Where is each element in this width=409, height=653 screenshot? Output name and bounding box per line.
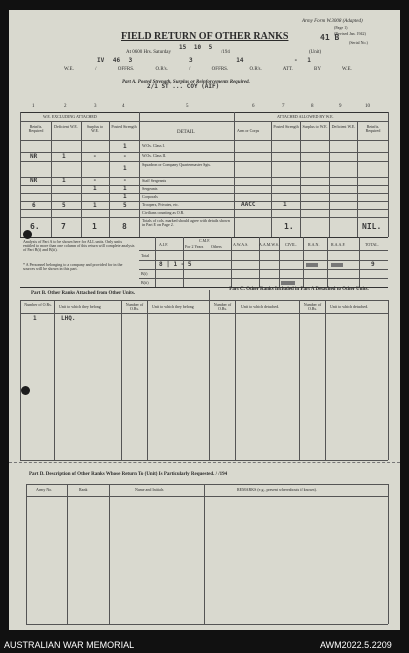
col-rule (109, 121, 110, 237)
analysis-col-ran: R.A.N. (308, 242, 320, 247)
section-rule (26, 484, 388, 485)
posted-wo1: 1 (123, 143, 127, 150)
unit-label: (Unit) (309, 50, 322, 55)
total-surplus: 1 (92, 222, 97, 231)
col-header-arm-corps: Arm or Corps (237, 128, 260, 133)
col-header-surplus-att: Surplus to W.E. (302, 124, 328, 129)
analysis-hw-total: 8 | 1 - 5 (159, 261, 192, 268)
col-rule (235, 300, 236, 460)
analysis-col-cmf: C.M.F. (199, 238, 211, 243)
col-rule (139, 112, 140, 237)
part-b-col-unit: Unit to which they belong (59, 304, 101, 309)
col-num-4: 4 (122, 104, 125, 109)
deficient-wo2: 1 (62, 153, 66, 160)
reinf-wo2: NR (30, 153, 38, 160)
col-rule (299, 300, 300, 460)
att-arm-corps: AACC (241, 201, 256, 208)
redaction-mark (306, 263, 318, 267)
col-rule (20, 300, 21, 460)
att-total-reinf: NIL. (362, 222, 382, 231)
col-num-1: 1 (32, 104, 35, 109)
we-line: W.E. / OFFRS. O.R's. / OFFRS. O.R's. ATT. BY W.E. (64, 67, 352, 72)
analysis-col-aamws: A.A.M.W.S. (259, 242, 279, 247)
analysis-rule (139, 278, 388, 279)
part-b-hw-number: 1 (33, 315, 37, 322)
col-num-7: 7 (282, 104, 285, 109)
year-label: /194 (221, 50, 230, 55)
analysis-col-civil: CIVIL. (285, 242, 297, 247)
posted-pte: 5 (123, 202, 127, 209)
col-num-3: 3 (94, 104, 97, 109)
form-number: Army Form W.3008 (Adapted) (302, 19, 363, 24)
col-num-5: 5 (186, 104, 189, 109)
form-revision: (Revised Jan. 1942) (334, 31, 366, 36)
part-d-col-rank: Rank (79, 487, 88, 492)
row-rule (20, 152, 388, 153)
col-rule (327, 237, 328, 287)
posted-cqms: 1 (123, 165, 127, 172)
section-rule (20, 313, 388, 314)
col-rule (329, 121, 330, 237)
cmf-sub-2years: For 2 Years (185, 244, 204, 249)
col-rule (388, 484, 389, 624)
footer-accession: AWM2022.5.2209 (320, 640, 392, 650)
col-header-deficient: Deficient W.E. (54, 124, 78, 129)
col-rule (147, 300, 148, 460)
total-deficient: 7 (61, 222, 66, 231)
detail-row-label: Staff Sergeants (142, 178, 167, 183)
part-d-col-name: Name and Initials (135, 487, 164, 492)
col-header-reinfts: Reinfts. Required (28, 124, 44, 133)
analysis-col-aif: A.I.F. (159, 242, 169, 247)
posted-wo2: - (123, 153, 127, 160)
row-rule (20, 185, 388, 186)
surplus-wo2: - (93, 153, 97, 160)
col-header-posted: Posted Strength (111, 124, 137, 129)
at-hours-label: At 0600 Hrs. Saturday (126, 50, 171, 55)
total-posted: 8 (122, 222, 127, 231)
surplus-pte: 1 (93, 202, 97, 209)
att-posted: 1 (283, 201, 287, 208)
col-num-8: 8 (311, 104, 314, 109)
analysis-col-raaf: R.A.A.F. (331, 242, 346, 247)
col-rule (388, 112, 389, 237)
row-rule (20, 209, 388, 210)
part-c-col-number: Number of O.Rs. (213, 302, 232, 311)
analysis-rule (139, 250, 388, 251)
col-header-posted-att: Posted Strength (273, 124, 299, 129)
col-num-6: 6 (252, 104, 255, 109)
row-rule (20, 193, 388, 194)
col-rule (357, 121, 358, 237)
analysis-col-total: TOTAL. (365, 242, 379, 247)
section-rule (20, 460, 388, 461)
col-rule (271, 121, 272, 237)
detail-row-label: Sergeants (142, 186, 158, 191)
detail-row-label: Corporals (142, 194, 158, 199)
redaction-mark (331, 263, 343, 267)
analysis-row-bi: B(i) (141, 271, 148, 276)
col-rule (67, 484, 68, 624)
totals-note: Totals of cols. marked should agree with details shown in Part E on Page 2. (142, 218, 230, 227)
form-stamp: 41 B (320, 33, 340, 42)
detail-row-label: W.Os. Class II. (142, 153, 167, 158)
form-sheet (9, 10, 400, 630)
redaction-mark (281, 281, 295, 285)
analysis-hw-total-right: 9 (371, 261, 375, 268)
we-excluding-header: W.E. EXCLUDING ATTACHED (43, 114, 97, 119)
col-rule (388, 300, 389, 460)
part-a-top-rule (20, 112, 388, 113)
part-b-col-unit-2: Unit to which they belong (152, 304, 194, 309)
col-num-9: 9 (339, 104, 342, 109)
part-b-col-number-2: Number of O.Rs. (125, 302, 144, 311)
col-rule (325, 300, 326, 460)
col-rule (359, 237, 360, 287)
part-a-header-rule (20, 140, 388, 141)
part-b-col-number: Number of O.Rs. (24, 302, 52, 307)
col-rule (26, 484, 27, 624)
surplus-ssgt: - (93, 177, 97, 184)
part-b-title: Part B. Other Ranks Attached from Other Units. (31, 291, 136, 296)
col-header-surplus: Surplus to W.E. (86, 124, 104, 133)
part-b-hw-unit: LHQ. (61, 315, 76, 322)
ors-value: - 1 (294, 57, 311, 64)
we-values: IV 46 3 (97, 57, 133, 64)
section-rule (26, 496, 388, 497)
part-d-col-army-no: Army No. (36, 487, 53, 492)
reinf-pte: 6 (32, 202, 36, 209)
personnel-note: * A Personnel belonging to a company and provided for in the sources will be shown in this part. (23, 262, 123, 271)
attached-allowed-header: ATTACHED ALLOWED BY W.E. (277, 114, 334, 119)
detail-row-label: Troopers, Privates, etc. (142, 202, 179, 207)
col-rule (279, 237, 280, 287)
part-d-col-remarks: REMARKS (e.g., present whereabouts if known). (237, 487, 317, 492)
analysis-row-bii: B(ii) (141, 280, 149, 285)
col-header-reinfts-att: Reinfts. Required (365, 124, 381, 133)
col-num-2: 2 (64, 104, 67, 109)
col-num-10: 10 (365, 104, 370, 109)
part-c-col-number-2: Number of O.Rs. (303, 302, 322, 311)
form-title: FIELD RETURN OF OTHER RANKS (121, 31, 289, 42)
punch-hole (21, 386, 30, 395)
total-reinf: 6. (30, 222, 40, 231)
part-c-title: Part C. Other Ranks Included in Part A Detached to Other Units. (229, 287, 369, 292)
footer-institution: AUSTRALIAN WAR MEMORIAL (4, 640, 135, 650)
col-rule (54, 300, 55, 460)
col-rule (81, 121, 82, 237)
detail-row-label: Civilians counting as O.R. (142, 210, 185, 215)
unit-name-handwritten: 2/1 ST ... COY (AIF) (147, 83, 220, 90)
analysis-row-total: Total (141, 253, 150, 258)
col-rule (231, 237, 232, 287)
deficient-pte: 5 (62, 202, 66, 209)
analysis-note: Analysis of Part A to be shown here for ALL units. Only units entitled to more than one column of this return will complete analysis of Part B(i) and B(ii). (23, 239, 135, 252)
detail-row-label: W.Os. Class I. (142, 143, 165, 148)
part-c-col-unit-2: Unit to which detached. (330, 304, 369, 309)
section-rule (26, 624, 388, 625)
col-rule (109, 484, 110, 624)
col-rule (204, 484, 205, 624)
surplus-sgt: 1 (93, 185, 97, 192)
serial-label: (Serial No.) (349, 40, 368, 45)
punch-hole (23, 230, 32, 239)
part-c-col-unit: Unit to which detached. (241, 304, 280, 309)
analysis-col-awas: A.W.A.S. (233, 242, 249, 247)
col-rule (155, 237, 156, 287)
perforation-line (9, 462, 400, 463)
col-rule (121, 300, 122, 460)
part-d-title: Part D. Description of Other Ranks Whose Return To (Unit) Is Particularly Requested. / /194 (29, 472, 228, 477)
section-rule (20, 300, 388, 301)
col-rule (51, 121, 52, 237)
posted-sgt: 1 (123, 185, 127, 192)
deficient-ssgt: 1 (62, 177, 66, 184)
col-header-deficient-att: Deficient W.E. (331, 124, 356, 129)
cmf-sub-others: Others (211, 244, 222, 249)
col-rule (234, 112, 235, 237)
reinf-ssgt: NR (30, 177, 38, 184)
col-rule (303, 237, 304, 287)
posted-cpl: 1 (123, 193, 127, 200)
col-rule (209, 290, 210, 460)
posted-ssgt: - (123, 177, 127, 184)
part-a-group-rule (20, 121, 388, 122)
archive-footer (0, 638, 409, 653)
col-rule (300, 121, 301, 237)
row-rule (20, 177, 388, 178)
att-total-posted: 1. (284, 222, 294, 231)
row-rule (20, 201, 388, 202)
col-rule (20, 112, 21, 237)
part-a-title: Part A. Posted Strength, Surplus or Reinforcements Required. (122, 80, 250, 85)
form-page: (Page 1) (334, 25, 348, 30)
detail-header: DETAIL (177, 130, 195, 135)
analysis-rule (139, 269, 388, 270)
date-values: 15 10 5 (179, 44, 213, 51)
offrs-values: 3 14 (189, 57, 244, 64)
detail-row-label: Squadron or Company Quartermaster Sgts. (142, 162, 211, 167)
